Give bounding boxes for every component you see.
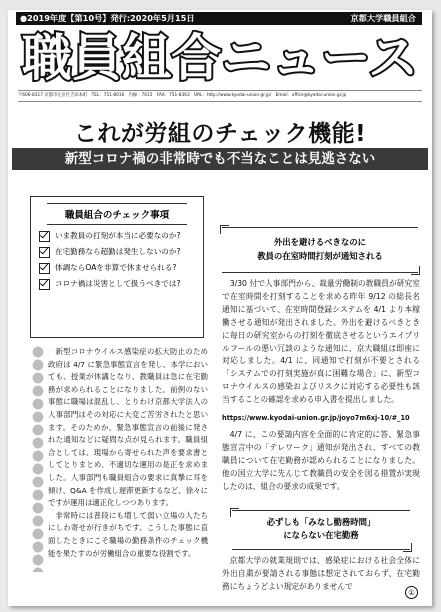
right-title2-line1: 必ずしも「みなし勤務時間」: [266, 517, 376, 527]
checkmark-icon: [39, 279, 50, 290]
issue-bar: [16, 12, 422, 25]
right-paragraph-2: 4/7 に、この要請内容を全面的に肯定的に答、緊急事態宣言中の「テレワーク」通知が発出され、すべての教職員について在宅勤務が認められることになりました。他の国立大学に先んじて教職員の安全を図る措置が実現したのは、組合の要求の成果です。: [222, 429, 420, 491]
left-article: [32, 346, 208, 576]
checklist-item-text: コロナ禍は災害として扱うべきでは?: [55, 279, 181, 288]
corner-mark: [411, 266, 420, 275]
right-paragraph-1: 3/30 付で人事部門から、裁量労働制の教職員が研究室で在室時間を打刻することを求める昨年 9/12 の総長名通知に基づいて、在室時間登録システムを 4/1 より本稼働させる通知が発出されました。外出を避けるべきときに毎日の研究室からの打刻を徹底させるというエイプリルフールの悪い冗談のような通知に、京大職組は即座に対応しました。4/1 に、同通知で打刻が不要とされる「システムでの打刻実施が真に困難な場合」に、新型コロナウイルスの感染およびリスクに対応する必要性も該当することの確認を求める申入書を提出しました。: [222, 279, 420, 405]
checklist-title: 職員組合のチェック事項: [47, 203, 187, 225]
checkmark-icon: [39, 231, 50, 242]
corner-mark: [403, 543, 412, 552]
left-paragraph-1: 新型コロナウイルス感染症の拡大防止のため政府は 4/7 に緊急事態宣言を発し、本学においても、授業が休講となり、教職員は急に在宅勤務が求められることになりました。前例のない事態に職場は混乱し、とりわけ京都大学法人の人事部門はその対応に大変ご苦労されたと思います。そのためか、緊急事態宣言の前後に発された通知などに疑問な点が見られます。職員組合としては、現場から寄せられた声を要求書としてとりまとめ、不適切な運用の是正を求めました。人事部門も職員組合の要求に真摯に耳を傾け、Q&A を作成し遅滞更新するなど、徐々にですが運用は適正化しつつあります。: [48, 347, 208, 508]
corner-mark: [220, 225, 229, 234]
checklist-item: [39, 231, 203, 247]
newsletter-page: [8, 10, 432, 606]
reference-link[interactable]: https://www.kyodai-union.gr.jp/joyo7m6xj-10/#_10: [222, 414, 410, 423]
checkmark-icon: [39, 263, 50, 274]
checkmark-icon: [39, 247, 50, 258]
masthead-title: 職員組合ニュース: [22, 30, 418, 84]
checklist-box: [30, 196, 204, 338]
bubble-decoration: [32, 346, 46, 572]
headline: これが労組のチェック機能!: [73, 121, 367, 147]
left-paragraph-2: 非常時には普段にも増して弱い立場の人たちにしわ寄せが行きがちです。こうした事態に直面したときにこそ職場の勤務条件のチェック機能を果たすのが労働組合の重要な役割です。: [48, 510, 208, 558]
checklist: [31, 231, 203, 295]
right-title-line2: 教員の在室時間打刻が通知される: [257, 251, 383, 261]
checklist-item: [39, 263, 203, 279]
corner-mark: [230, 508, 239, 517]
right-title2-line2: にならない在宅勤務: [283, 530, 359, 540]
right-article-2: [222, 555, 420, 594]
checklist-item: [39, 279, 203, 295]
page-number: ①: [405, 586, 418, 599]
right-article-title: [222, 227, 418, 273]
left-article-text: [48, 346, 208, 560]
checklist-item: [39, 247, 203, 263]
right-title-line1: 外出を避けるべきなのに: [273, 237, 367, 247]
masthead: [18, 30, 422, 84]
checklist-item-text: 体調ならOAを非算で休ませられる?: [55, 263, 177, 272]
right-article: [222, 278, 420, 494]
issue-info: ●2019年度【第10号】発行:2020年5月15日: [20, 13, 195, 23]
right-paragraph-3: 京都大学の就業規則では、感染症における社会全体に外出自粛が要請される事態は想定されておらず、在宅勤務にちょうどよい規定がありませんで: [222, 556, 420, 591]
union-name: 京都大学職員組合: [350, 13, 416, 23]
subheadline: 新型コロナ禍の非常時でも不当なことは見逃さない: [12, 148, 428, 170]
right-article-2-title: [232, 510, 410, 550]
checklist-item-text: 在宅勤務なら超勤は発生しないのか?: [55, 247, 181, 256]
contact-address: 〒606-8317 京都市左京区吉田本町 TEL：751-8016 内線：7615 FAX：751-8363 URL：http://www.kyodai-union.gr.jp/ Email：office@kyodai-union.gr.jp: [18, 90, 422, 102]
checklist-item-text: いま教員の打刻が本当に必要なのか?: [55, 231, 181, 240]
